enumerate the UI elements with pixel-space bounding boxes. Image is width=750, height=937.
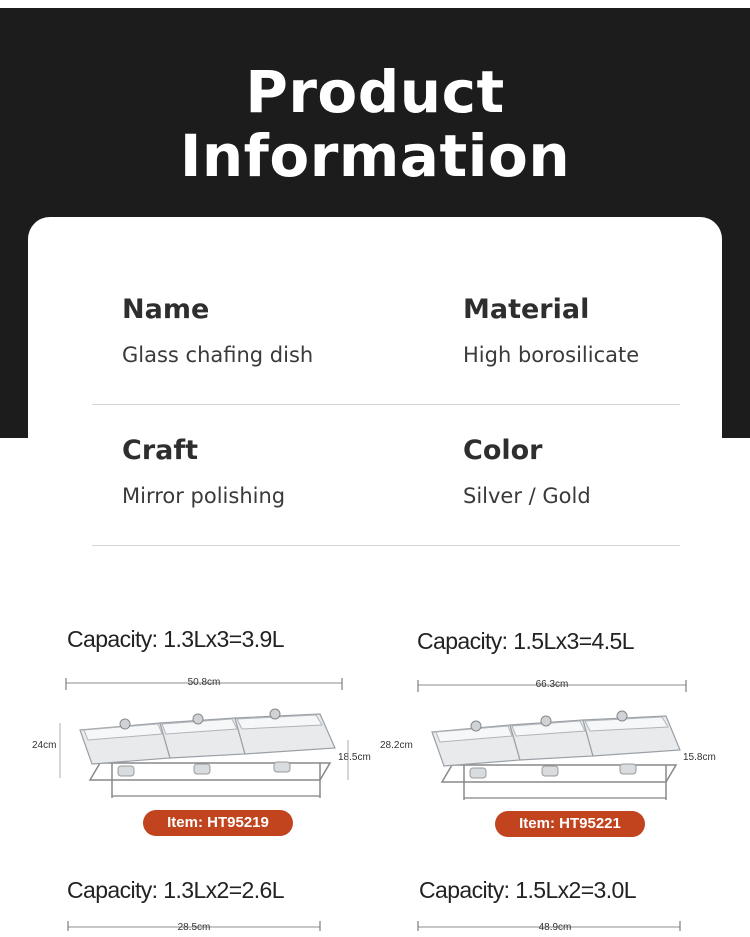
capacity-label: Capacity: 1.5Lx3=4.5L xyxy=(417,628,634,654)
width-dim: 48.9cm xyxy=(538,922,572,931)
width-dim: 50.8cm xyxy=(187,677,221,688)
chafing-dish-2-large-image xyxy=(410,915,690,931)
height-dim: 28.2cm xyxy=(380,740,413,751)
chafing-dish-3-image xyxy=(30,668,380,808)
depth-dim: 18.5cm xyxy=(338,752,371,763)
item-badge-1: Item: HT95219 xyxy=(143,810,293,836)
title-line-1: Product xyxy=(245,58,505,126)
depth-dim: 15.8cm xyxy=(683,752,716,763)
chafing-dish-2-image xyxy=(60,915,330,931)
capacity-label: Capacity: 1.3Lx3=3.9L xyxy=(67,626,284,652)
info-label: Color xyxy=(463,435,543,466)
title-line-2: Information xyxy=(179,122,571,190)
info-craft xyxy=(122,435,285,508)
product-capacity-2 xyxy=(417,628,634,655)
top-border xyxy=(0,0,750,8)
capacity-label: Capacity: 1.3Lx2=2.6L xyxy=(67,877,284,903)
info-value: High borosilicate xyxy=(463,343,640,367)
info-label: Craft xyxy=(122,435,199,466)
info-value: Glass chafing dish xyxy=(122,343,314,367)
info-color xyxy=(463,435,591,508)
chafing-dish-3-large-image xyxy=(380,670,725,810)
page-title xyxy=(0,60,750,188)
product-capacity-3 xyxy=(67,877,284,904)
product-capacity-1 xyxy=(67,626,284,653)
width-dim: 28.5cm xyxy=(177,922,211,931)
info-value: Mirror polishing xyxy=(122,484,286,508)
info-label: Name xyxy=(122,294,210,325)
item-badge-2: Item: HT95221 xyxy=(495,811,645,837)
divider xyxy=(92,545,680,546)
product-capacity-4 xyxy=(419,877,636,904)
capacity-label: Capacity: 1.5Lx2=3.0L xyxy=(419,877,636,903)
height-dim: 24cm xyxy=(32,740,57,751)
info-material xyxy=(463,294,639,367)
info-value: Silver / Gold xyxy=(463,484,591,508)
info-label: Material xyxy=(463,294,590,325)
info-name xyxy=(122,294,313,367)
divider xyxy=(92,404,680,405)
width-dim: 66.3cm xyxy=(535,679,569,690)
